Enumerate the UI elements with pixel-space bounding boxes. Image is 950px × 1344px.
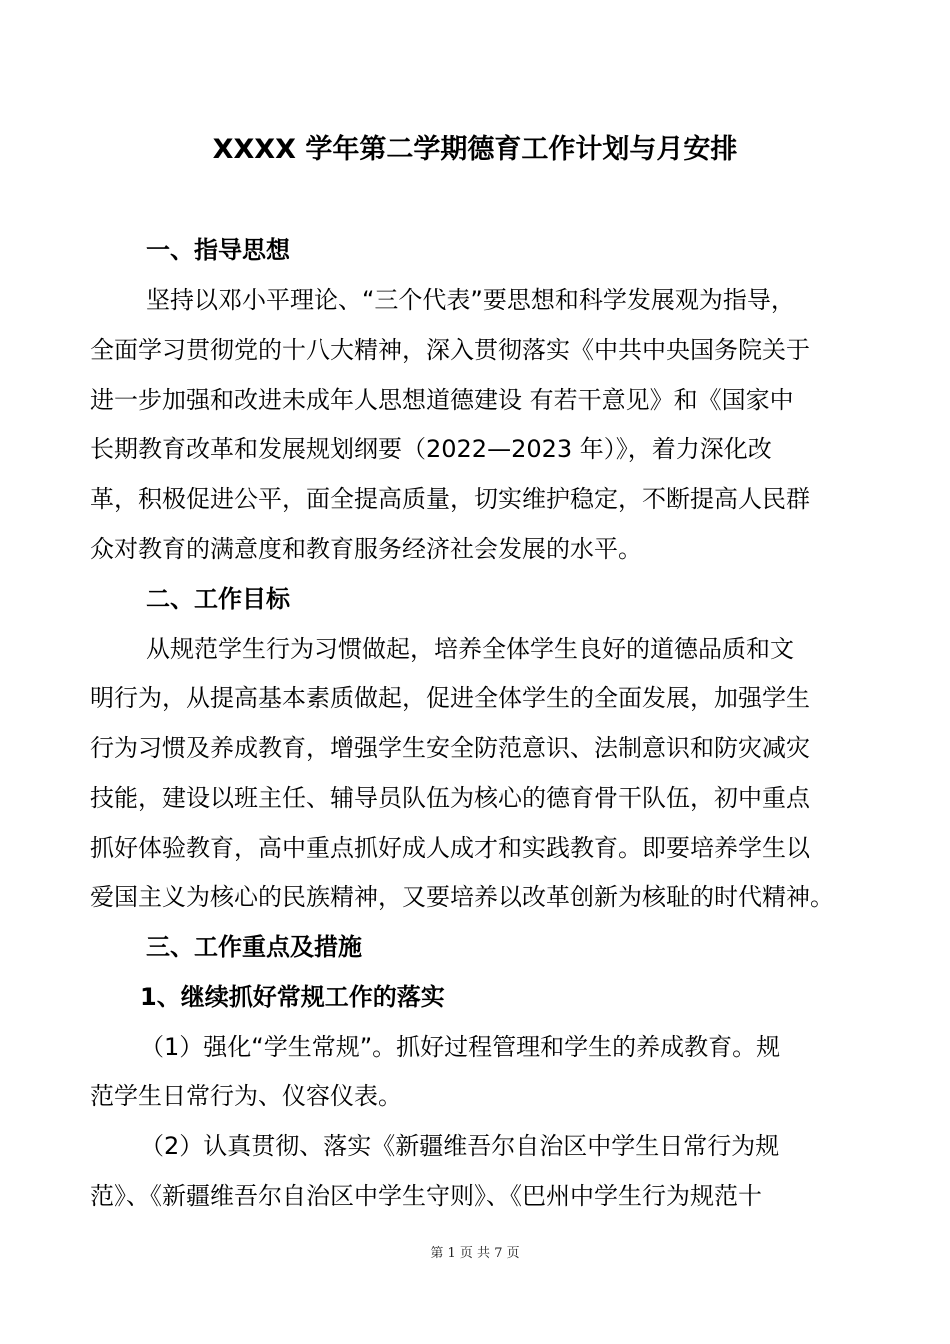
list-item-line: （1）强化“学生常规”。抓好过程管理和学生的养成教育。规 bbox=[140, 1033, 781, 1061]
paragraph-line: 众对教育的满意度和教育服务经济社会发展的水平。 bbox=[90, 535, 642, 563]
section-heading-key-measures: 三、工作重点及措施 bbox=[146, 933, 362, 961]
paragraph-line: 进一步加强和改进未成年人思想道德建设 有若干意见》和《国家中 bbox=[90, 386, 794, 414]
subsection-heading: 1、继续抓好常规工作的落实 bbox=[140, 983, 445, 1011]
section-heading-work-goals: 二、工作目标 bbox=[146, 585, 290, 613]
list-item-line: 范学生日常行为、仪容仪表。 bbox=[90, 1082, 402, 1110]
paragraph-line: 抓好体验教育，高中重点抓好成人成才和实践教育。即要培养学生以 bbox=[90, 834, 810, 862]
paragraph-line: 行为习惯及养成教育，增强学生安全防范意识、法制意识和防灾减灾 bbox=[90, 734, 810, 762]
page-footer: 第 1 页 共 7 页 bbox=[430, 1246, 520, 1261]
paragraph-line: 技能，建设以班主任、辅导员队伍为核心的德育骨干队伍，初中重点 bbox=[90, 784, 810, 812]
document-title: XXXX 学年第二学期德育工作计划与月安排 bbox=[212, 134, 738, 165]
paragraph-line: 全面学习贯彻党的十八大精神，深入贯彻落实《中共中央国务院关于 bbox=[90, 336, 810, 364]
paragraph-line: 明行为，从提高基本素质做起，促进全体学生的全面发展，加强学生 bbox=[90, 684, 810, 712]
paragraph-line: 革，积极促进公平，面全提高质量，切实维护稳定，不断提高人民群 bbox=[90, 485, 810, 513]
list-item-line: （2）认真贯彻、落实《新疆维吾尔自治区中学生日常行为规 bbox=[140, 1132, 780, 1160]
list-item-line: 范》、《新疆维吾尔自治区中学生守则》、《巴州中学生行为规范十 bbox=[90, 1182, 762, 1210]
paragraph-line: 爱国主义为核心的民族精神，又要培养以改革创新为核耻的时代精神。 bbox=[90, 883, 834, 911]
section-heading-guiding-ideology: 一、指导思想 bbox=[146, 236, 290, 264]
paragraph-line: 长期教育改革和发展规划纲要（2022—2023 年）》，着力深化改 bbox=[90, 435, 772, 463]
paragraph-line: 从规范学生行为习惯做起，培养全体学生良好的道德品质和文 bbox=[146, 635, 794, 663]
paragraph-line: 坚持以邓小平理论、“三个代表”要思想和科学发展观为指导， bbox=[146, 286, 795, 314]
